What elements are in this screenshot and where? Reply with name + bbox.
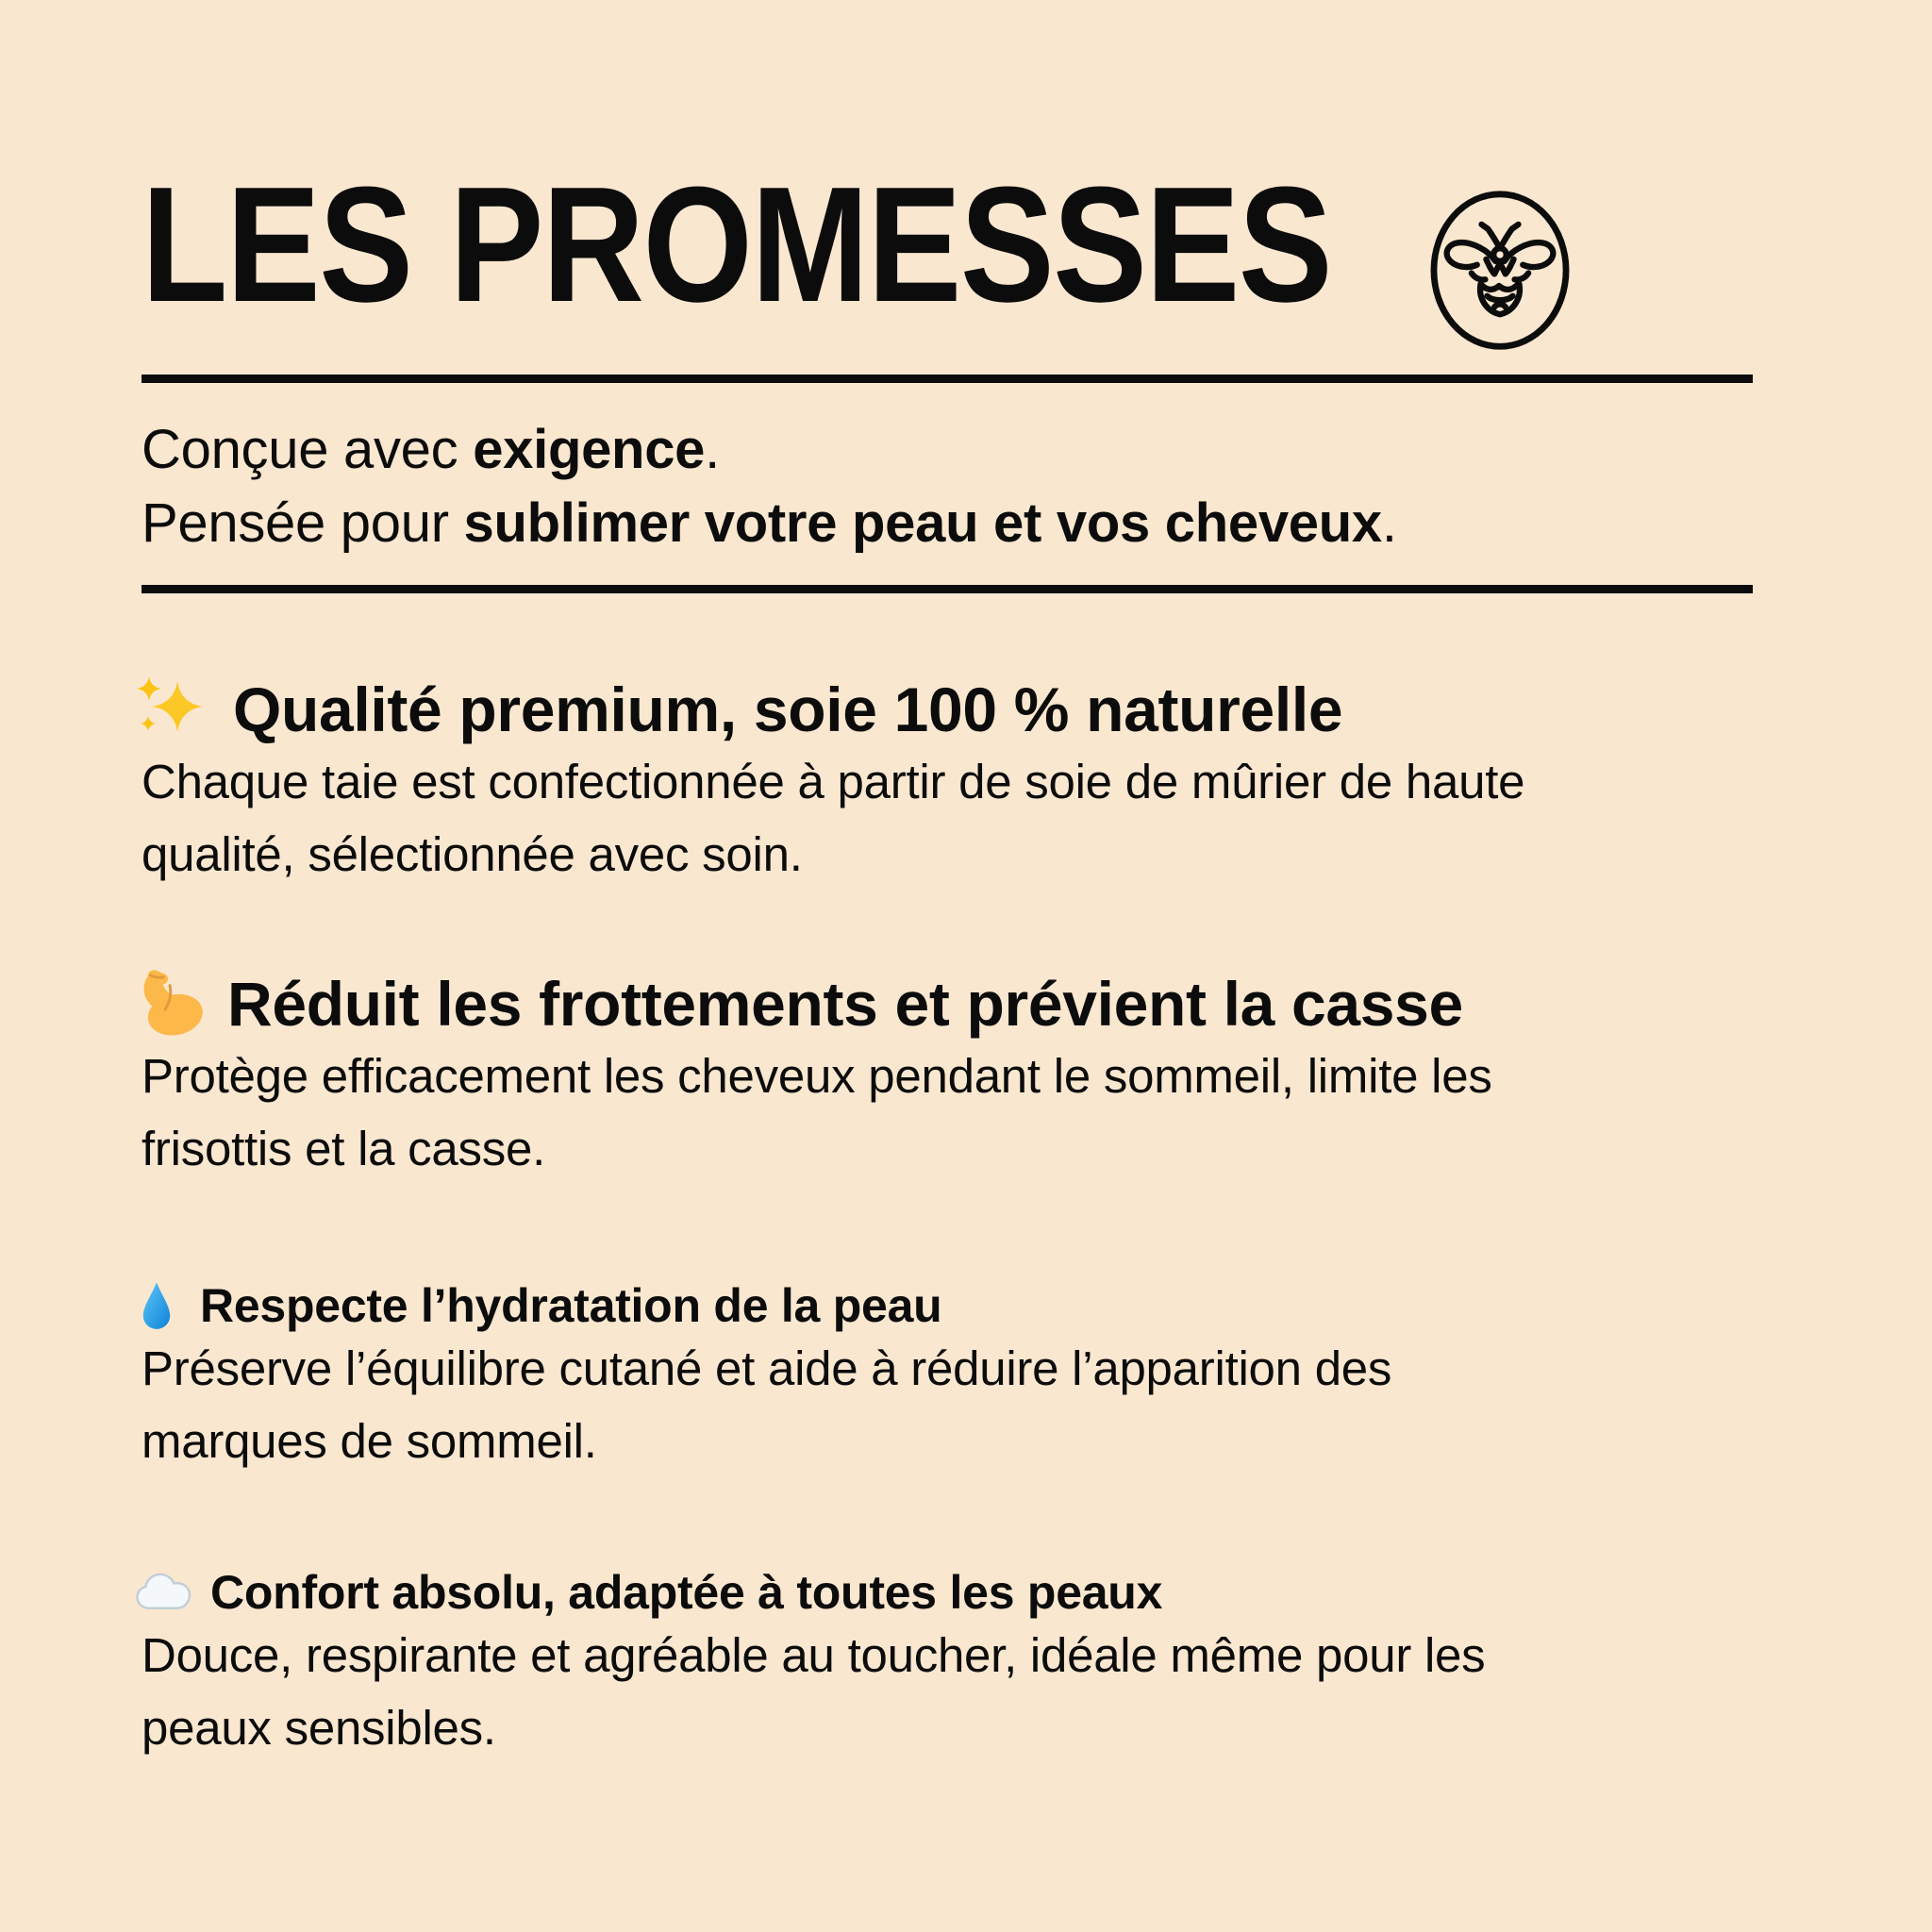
section-heading-label: Confort absolu, adaptée à toutes les peaux [210, 1566, 1163, 1619]
section-hydration-heading [142, 1279, 941, 1332]
section-heading-label: Réduit les frottements et prévient la casse [227, 969, 1463, 1039]
section-heading-label: Respecte l’hydratation de la peau [200, 1279, 942, 1332]
bee-in-circle-icon [1426, 187, 1574, 356]
section-hydration-body: Préserve l’équilibre cutané et aide à réduire l’apparition des marques de sommeil. [142, 1341, 1392, 1468]
divider-top [142, 375, 1753, 383]
cloud-emoji-icon [135, 1572, 195, 1614]
section-comfort-heading [135, 1566, 1162, 1619]
page-title: LES PROMESSES [142, 152, 1332, 336]
droplet-emoji-icon [142, 1280, 172, 1331]
intro-line-2: Pensée pour sublimer votre peau et vos cheveux. [142, 492, 1397, 554]
section-heading-label: Qualité premium, soie 100 % naturelle [233, 675, 1343, 744]
section-comfort-body: Douce, respirante et agréable au toucher, idéale même pour les peaux sensibles. [142, 1628, 1486, 1755]
flexed-biceps-emoji-icon [135, 969, 205, 1039]
intro-text [142, 413, 1397, 560]
divider-bottom [142, 585, 1753, 593]
section-quality-heading [135, 674, 1342, 745]
section-quality-body: Chaque taie est confectionnée à partir de soie de mûrier de haute qualité, sélectionnée avec soin. [142, 755, 1525, 881]
section-friction-body: Protège efficacement les cheveux pendant le sommeil, limite les frisottis et la casse. [142, 1049, 1492, 1175]
sparkles-emoji-icon [135, 675, 205, 744]
section-friction-heading [135, 968, 1463, 1040]
intro-line-1: Conçue avec exigence. [142, 419, 720, 480]
